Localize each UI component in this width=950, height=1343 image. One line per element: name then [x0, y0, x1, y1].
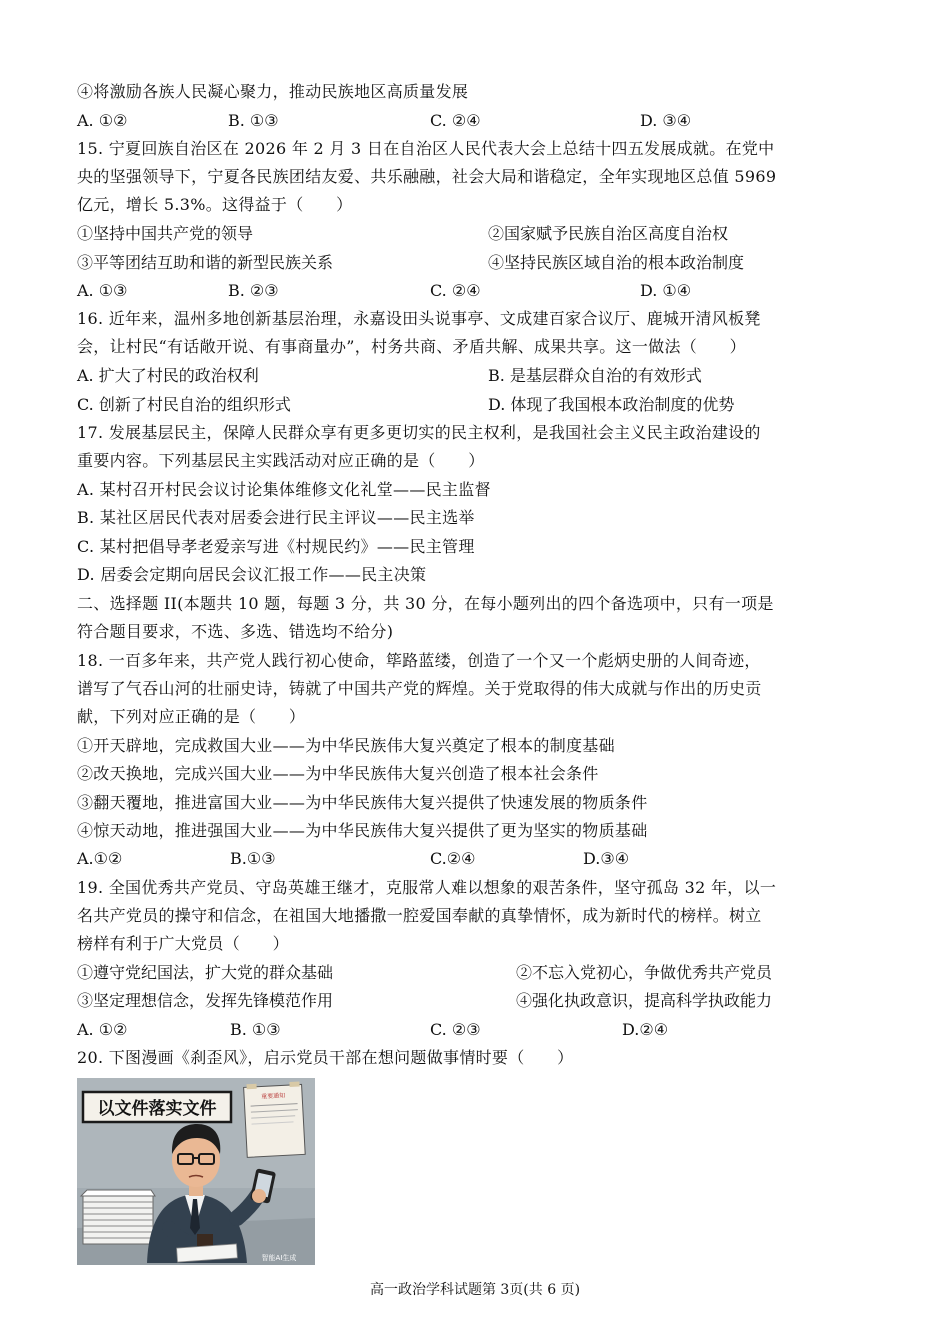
q15-item-1: ①坚持中国共产党的领导: [77, 224, 254, 243]
cartoon-banner-text: 以文件落实文件: [97, 1099, 217, 1119]
q19-item-2: ②不忘入党初心，争做优秀共产党员: [516, 963, 773, 982]
q20-stem: 20. 下图漫画《刹歪风》，启示党员干部在想问题做事情时要（ ）: [77, 1048, 574, 1067]
q14-option-b: B. ①③: [228, 111, 279, 130]
q18-stem-line-3: 献，下列对应正确的是（ ）: [77, 707, 306, 726]
cartoon-watermark: 智能AI生成: [261, 1254, 297, 1262]
q19-item-1: ①遵守党纪国法，扩大党的群众基础: [77, 963, 334, 982]
q17-option-b: B. 某社区居民代表对居委会进行民主评议——民主选举: [77, 508, 475, 527]
svg-text:重要通知: 重要通知: [260, 1092, 286, 1101]
q19-item-4: ④强化执政意识，提高科学执政能力: [516, 991, 773, 1010]
q17-stem-line-1: 17. 发展基层民主，保障人民群众享有更多更切实的民主权利，是我国社会主义民主政治建设的: [77, 423, 761, 442]
q15-stem-line-3: 亿元，增长 5.3%。这得益于（ ）: [77, 195, 353, 214]
q18-item-3: ③翻天覆地，推进富国大业——为中华民族伟大复兴提供了快速发展的物质条件: [77, 793, 648, 812]
q15-stem-line-1: 15. 宁夏回族自治区在 2026 年 2 月 3 日在自治区人民代表大会上总结十四五发展成就。在党中: [77, 139, 775, 158]
q15-stem-line-2: 央的坚强领导下，宁夏各民族团结友爱、共乐融融，社会大局和谐稳定，全年实现地区总值 5969: [77, 167, 777, 186]
q16-option-c: C. 创新了村民自治的组织形式: [77, 395, 291, 414]
q14-option-c: C. ②④: [430, 111, 481, 130]
q15-option-c: C. ②④: [430, 281, 481, 300]
q16-stem-line-2: 会，让村民“有话敞开说、有事商量办”，村务共商、矛盾共解、成果共享。这一做法（ ）: [77, 337, 746, 356]
q18-option-c: C.②④: [430, 849, 476, 868]
q18-item-2: ②改天换地，完成兴国大业——为中华民族伟大复兴创造了根本社会条件: [77, 764, 599, 783]
page-footer: 高一政治学科试题第 3页(共 6 页): [369, 1282, 581, 1298]
q17-option-a: A. 某村召开村民会议讨论集体维修文化礼堂——民主监督: [77, 480, 491, 499]
q16-option-b: B. 是基层群众自治的有效形式: [488, 366, 702, 385]
section-2-heading-line-1: 二、选择题 II(本题共 10 题，每题 3 分，共 30 分，在每小题列出的四个备选项中，只有一项是: [77, 594, 774, 613]
q15-item-2: ②国家赋予民族自治区高度自治权: [488, 224, 729, 243]
q14-item-4: ④将激励各族人民凝心聚力，推动民族地区高质量发展: [77, 82, 469, 101]
q14-option-d: D. ③④: [640, 111, 692, 130]
q18-item-1: ①开天辟地，完成救国大业——为中华民族伟大复兴奠定了根本的制度基础: [77, 736, 615, 755]
section-2-heading-line-2: 符合题目要求，不选、多选、错选均不给分): [77, 622, 394, 641]
q18-option-a: A.①②: [77, 849, 123, 868]
q19-option-c: C. ②③: [430, 1020, 481, 1039]
q16-option-a: A. 扩大了村民的政治权利: [77, 366, 259, 385]
q19-stem-line-3: 榜样有利于广大党员（ ）: [77, 934, 289, 953]
q18-item-4: ④惊天动地，推进强国大业——为中华民族伟大复兴提供了更为坚实的物质基础: [77, 821, 648, 840]
q19-item-3: ③坚定理想信念，发挥先锋模范作用: [77, 991, 334, 1010]
q15-item-4: ④坚持民族区域自治的根本政治制度: [488, 253, 745, 272]
q15-option-d: D. ①④: [640, 281, 692, 300]
q15-option-b: B. ②③: [228, 281, 279, 300]
notice-paper: [243, 1081, 305, 1157]
q18-stem-line-2: 谱写了气吞山河的壮丽史诗，铸就了中国共产党的辉煌。关于党取得的伟大成就与作出的历史贡: [77, 679, 762, 698]
q18-stem-line-1: 18. 一百多年来，共产党人践行初心使命，筚路蓝缕，创造了一个又一个彪炳史册的人间奇迹，: [77, 651, 761, 670]
cartoon-illustration: [77, 1078, 315, 1265]
q18-option-b: B.①③: [230, 849, 276, 868]
q19-option-a: A. ①②: [77, 1020, 128, 1039]
q16-option-d: D. 体现了我国根本政治制度的优势: [488, 395, 735, 414]
q18-option-d: D.③④: [583, 849, 630, 868]
q17-option-d: D. 居委会定期向居民会议汇报工作——民主决策: [77, 565, 427, 584]
q14-option-a: A. ①②: [77, 111, 128, 130]
q17-stem-line-2: 重要内容。下列基层民主实践活动对应正确的是（ ）: [77, 451, 485, 470]
q17-option-c: C. 某村把倡导孝老爱亲写进《村规民约》——民主管理: [77, 537, 475, 556]
q16-stem-line-1: 16. 近年来，温州多地创新基层治理，永嘉设田头说事亭、文成建百家合议厅、鹿城开清风板凳: [77, 309, 761, 328]
q15-option-a: A. ①③: [77, 281, 128, 300]
q19-option-d: D.②④: [622, 1020, 669, 1039]
q15-item-3: ③平等团结互助和谐的新型民族关系: [77, 253, 334, 272]
paper-stack: [81, 1190, 155, 1244]
q19-stem-line-2: 名共产党员的操守和信念，在祖国大地播撒一腔爱国奉献的真挚情怀，成为新时代的榜样。树立: [77, 906, 762, 925]
q19-stem-line-1: 19. 全国优秀共产党员、守岛英雄王继才，克服常人难以想象的艰苦条件，坚守孤岛 32 年，以一: [77, 878, 777, 897]
cartoon-image: [77, 1078, 315, 1265]
q19-option-b: B. ①③: [230, 1020, 281, 1039]
